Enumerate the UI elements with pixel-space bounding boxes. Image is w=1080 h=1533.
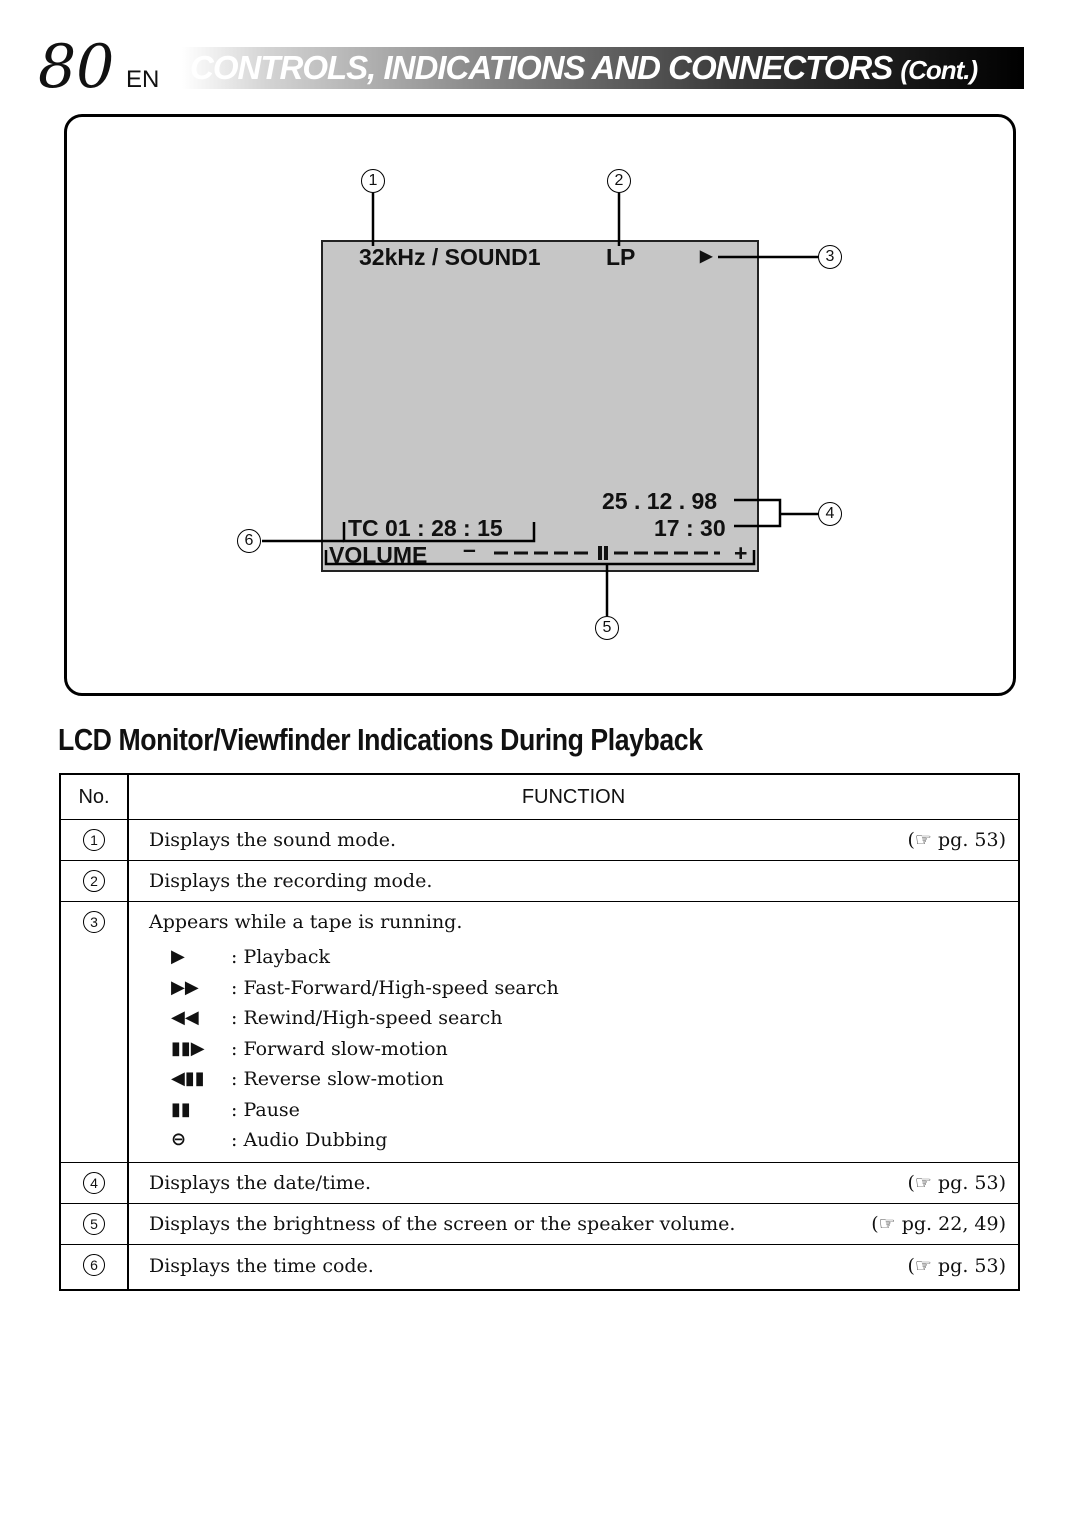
page-title-cont: (Cont.) xyxy=(900,55,978,85)
row-text: Displays the sound mode. xyxy=(149,829,397,851)
osd-play-icon: ▶ xyxy=(700,248,713,265)
table-row xyxy=(61,1244,1018,1289)
row-text: Displays the time code. xyxy=(149,1254,374,1277)
osd-volume-plus: + xyxy=(734,540,748,566)
symbol-label: : Playback xyxy=(231,946,331,968)
row-number: 5 xyxy=(83,1213,105,1235)
header-function: FUNCTION xyxy=(521,786,626,808)
row-number: 6 xyxy=(83,1254,105,1276)
list-item xyxy=(149,1003,1006,1034)
audio-dubbing-icon: ⊖ xyxy=(171,1129,187,1150)
symbol-label: : Forward slow-motion xyxy=(231,1037,448,1060)
callout-2: 2 xyxy=(607,169,631,193)
list-item xyxy=(149,1064,1006,1095)
pause-icon: ▮▮ xyxy=(171,1098,191,1120)
table-row xyxy=(61,819,1018,860)
callout-1: 1 xyxy=(361,169,385,193)
reverse-slow-icon: ◀▮▮ xyxy=(171,1068,205,1089)
callout-4: 4 xyxy=(818,502,842,526)
symbol-label: : Pause xyxy=(231,1098,300,1121)
list-item xyxy=(149,1034,1006,1065)
forward-slow-icon: ▮▮▶ xyxy=(171,1037,205,1059)
row-text: Displays the brightness of the screen or the speaker volume. xyxy=(149,1212,736,1235)
row-number: 4 xyxy=(83,1172,105,1194)
callout-5: 5 xyxy=(595,616,619,640)
header-no: No. xyxy=(61,775,129,819)
section-title: LCD Monitor/Viewfinder Indications During Playback xyxy=(58,722,703,757)
rewind-icon: ◀◀ xyxy=(171,1007,199,1028)
table-row xyxy=(61,901,1018,1162)
osd-volume-minus: – xyxy=(463,536,476,562)
table-row xyxy=(61,1162,1018,1203)
table-row xyxy=(61,860,1018,901)
callout-3: 3 xyxy=(818,245,842,269)
table-header-row xyxy=(61,775,1018,819)
row-page-ref: (☞ pg. 53) xyxy=(907,829,1006,851)
osd-record-mode: LP xyxy=(606,244,636,270)
symbol-label: : Audio Dubbing xyxy=(231,1129,388,1151)
row-number: 3 xyxy=(83,911,105,933)
fast-forward-icon: ▶▶ xyxy=(171,976,199,998)
osd-time-code: TC 01 : 28 : 15 xyxy=(348,515,503,541)
table-row xyxy=(61,1203,1018,1244)
indications-table xyxy=(59,773,1020,1291)
row-text: Appears while a tape is running. xyxy=(149,911,463,933)
symbol-label: : Rewind/High-speed search xyxy=(231,1007,503,1029)
list-item xyxy=(149,1095,1006,1126)
row-number: 2 xyxy=(83,870,105,892)
row-page-ref: (☞ pg. 53) xyxy=(907,1171,1006,1194)
callout-6: 6 xyxy=(237,529,261,553)
osd-date: 25 . 12 . 98 xyxy=(602,488,718,514)
osd-sound-mode: 32kHz / SOUND1 xyxy=(359,244,541,270)
list-item xyxy=(149,1125,1006,1156)
row-page-ref: (☞ pg. 22, 49) xyxy=(871,1212,1006,1235)
row-text: Displays the recording mode. xyxy=(149,870,433,892)
page-title-text: CONTROLS, INDICATIONS AND CONNECTORS xyxy=(190,49,893,86)
row-number: 1 xyxy=(83,829,105,851)
row-text: Displays the date/time. xyxy=(149,1171,372,1194)
language-label: EN xyxy=(126,66,160,93)
list-item xyxy=(149,973,1006,1004)
row-page-ref: (☞ pg. 53) xyxy=(907,1254,1006,1277)
osd-time: 17 : 30 xyxy=(654,515,726,541)
osd-volume-label: VOLUME xyxy=(329,542,428,568)
osd-volume-bar xyxy=(0,0,1080,700)
tape-symbol-list xyxy=(149,942,1006,1162)
list-item xyxy=(149,942,1006,973)
play-icon: ▶ xyxy=(171,946,185,967)
symbol-label: : Reverse slow-motion xyxy=(231,1068,444,1090)
symbol-label: : Fast-Forward/High-speed search xyxy=(231,976,559,999)
page-number: 80 xyxy=(38,32,115,102)
